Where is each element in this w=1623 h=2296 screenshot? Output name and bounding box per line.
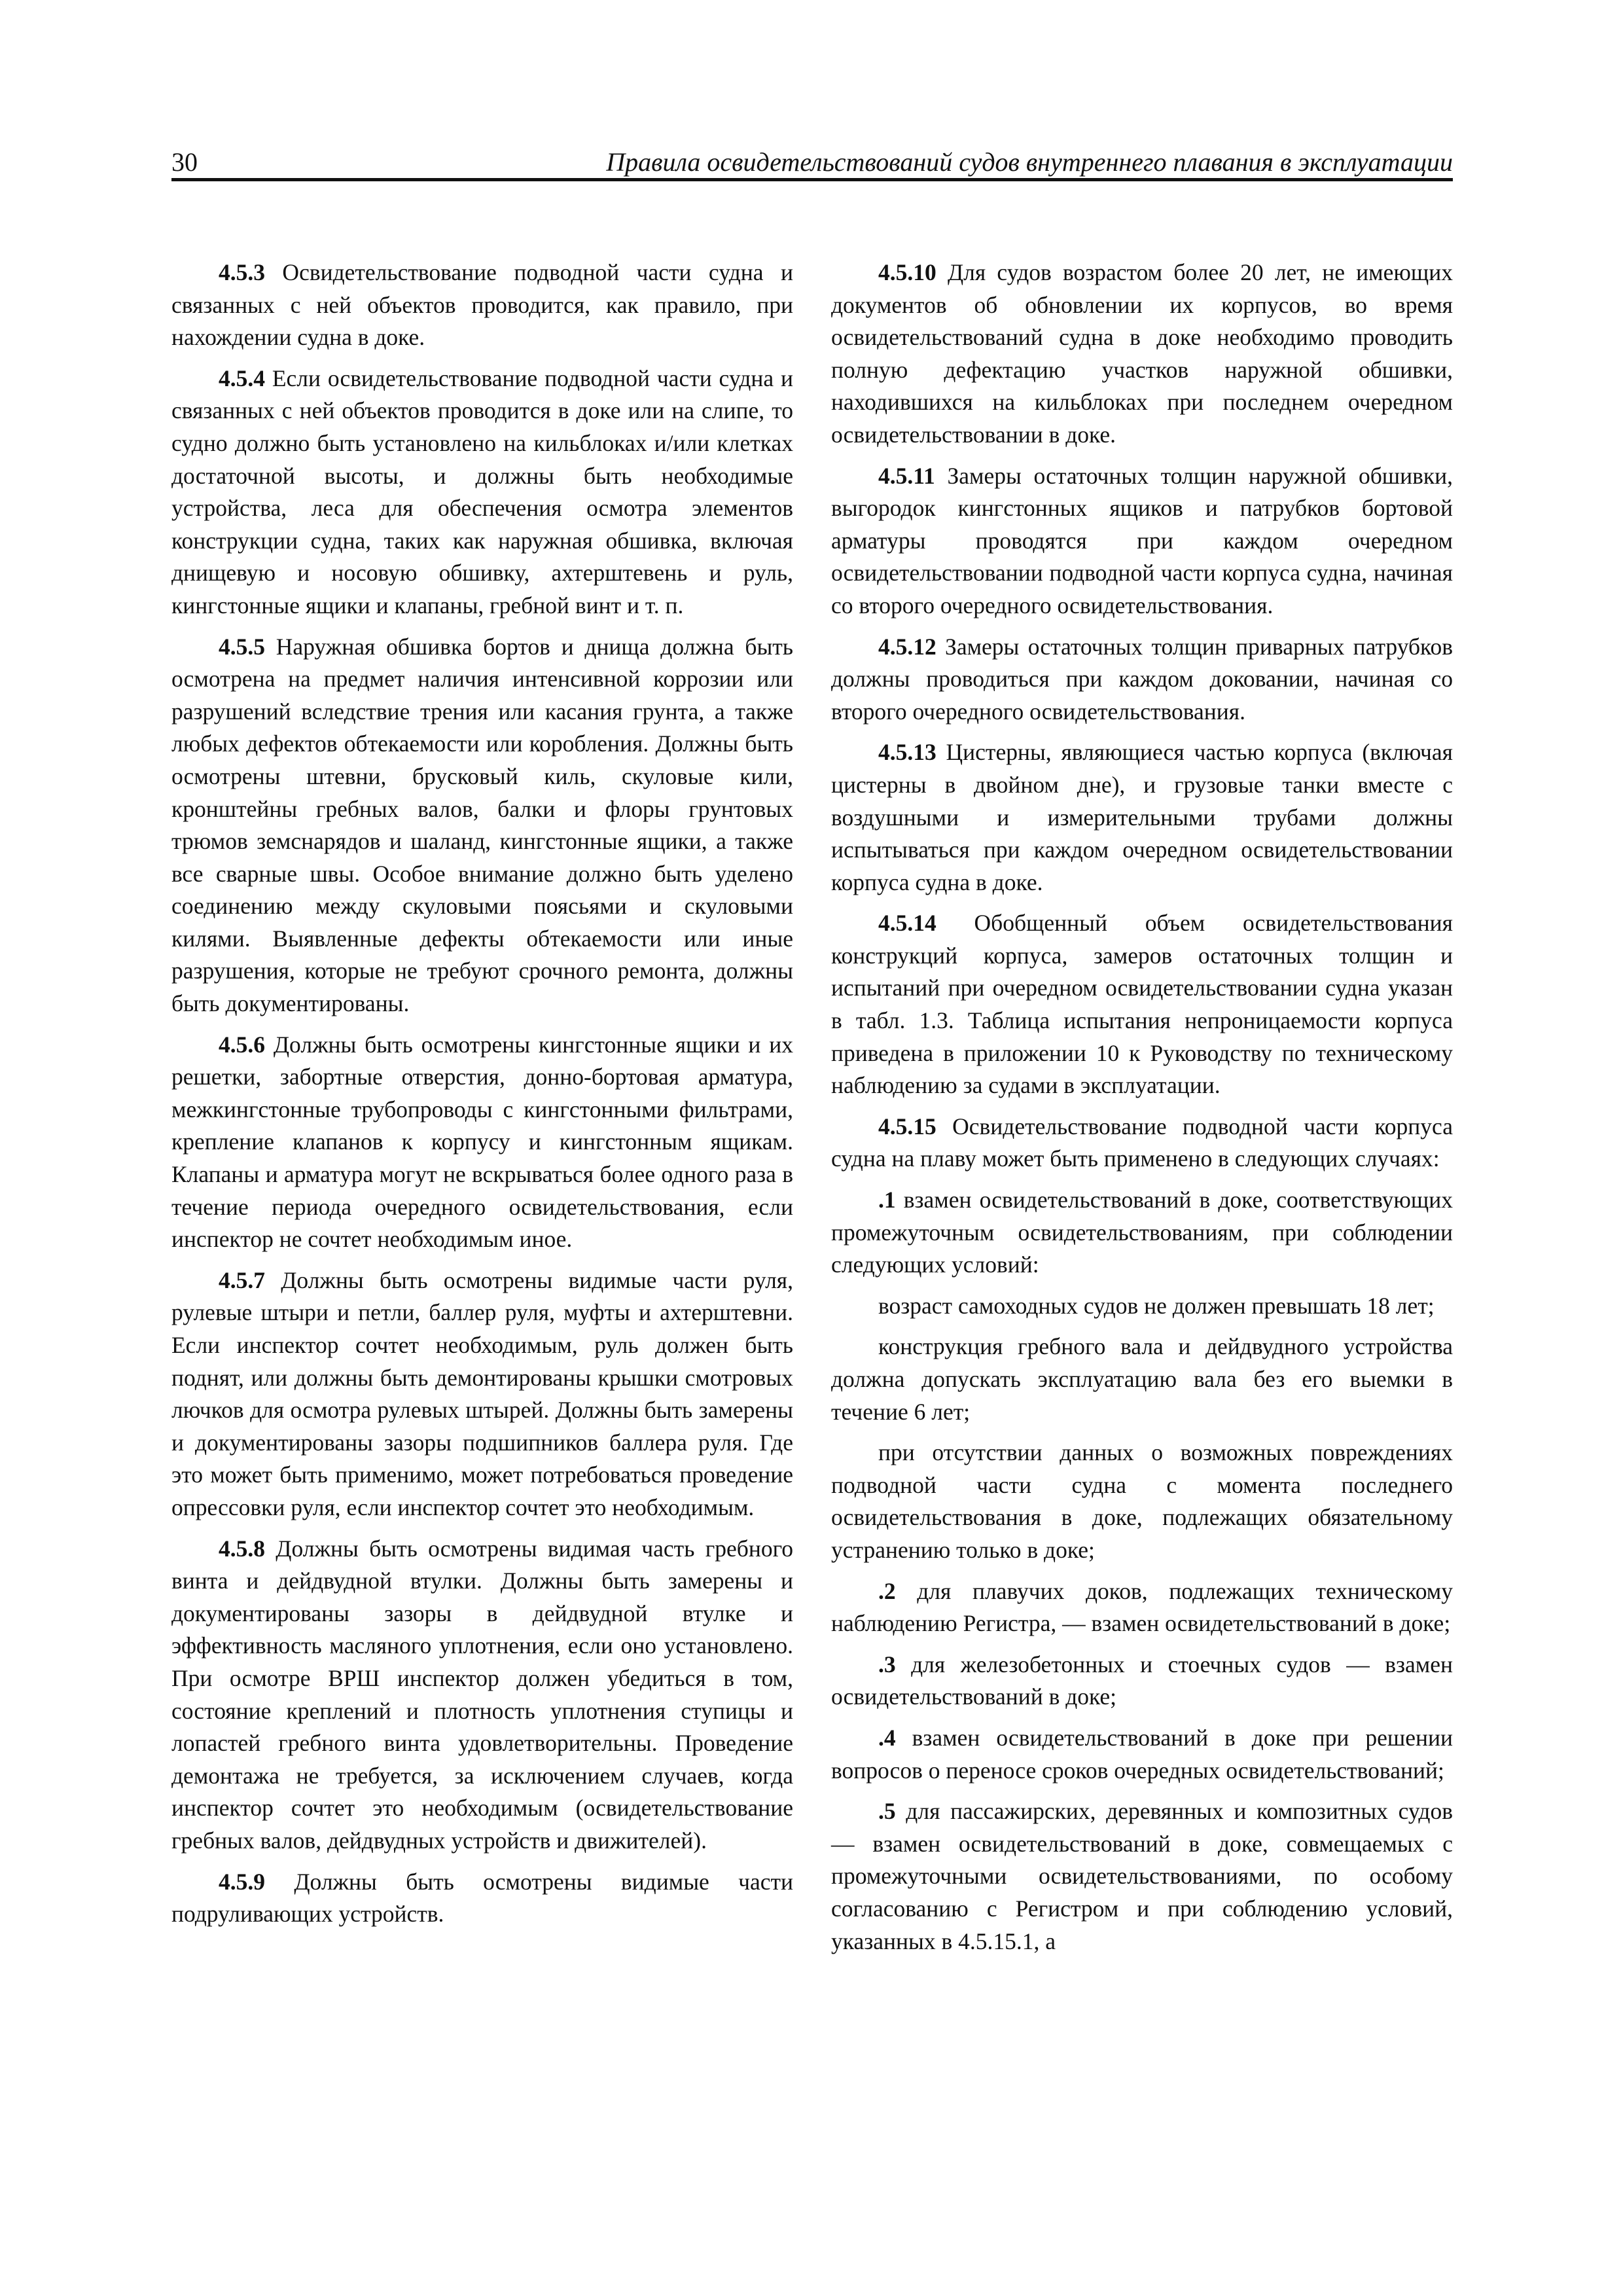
paragraph-4-5-11 <box>831 460 1453 622</box>
clause-number: 4.5.11 <box>878 462 935 489</box>
paragraph-text: возраст самоходных судов не должен превышать 18 лет; <box>878 1292 1435 1319</box>
paragraph-text: Должны быть осмотрены видимая часть гребного винта и дейдвудной втулки. Должны быть замерены и документированы зазоры в дейдвудной втулке и эффективность масляного уплотнения, если оно установлено. При осмотре ВРШ инспектор должен убедиться в том, состояние креплений и плотность уплотнения ступицы и лопастей гребного винта удовлетворительны. Проведение демонтажа не требуется, за исключением случаев, когда инспектор сочтет это необходимым (освидетельствование гребных валов, дейдвудных устройств и движителей). <box>171 1535 793 1854</box>
paragraph-4-5-10 <box>831 257 1453 452</box>
paragraph-4-5-12 <box>831 631 1453 728</box>
list-item-2 <box>831 1575 1453 1640</box>
clause-number: 4.5.14 <box>878 910 936 937</box>
paragraph-text: для пассажирских, деревянных и композитных судов — взамен освидетельствований в доке, совмещаемых с промежуточными освидетельствованиями, по особому согласованию с Регистром и при соблюдению условий, указанных в 4.5.15.1, а <box>831 1798 1453 1954</box>
paragraph-4-5-5 <box>171 631 793 1020</box>
paragraph-text: при отсутствии данных о возможных повреждениях подводной части судна с момента последнего освидетельствования в доке, подлежащих обязательному устранению только в доке; <box>831 1439 1453 1563</box>
paragraph-text: Обобщенный объем освидетельствования конструкций корпуса, замеров остаточных толщин и испытаний при очередном освидетельствовании судна указан в табл. 1.3. Таблица испытания непроницаемости корпуса приведена в приложении 10 к Руководству по техническому наблюдению за судами в эксплуатации. <box>831 910 1453 1099</box>
list-number: .4 <box>878 1724 896 1751</box>
paragraph-text: для плавучих доков, подлежащих техническому наблюдению Регистра, — взамен освидетельствований в доке; <box>831 1577 1453 1637</box>
clause-number: 4.5.4 <box>219 365 265 391</box>
clause-number: 4.5.9 <box>219 1868 265 1895</box>
paragraph-4-5-3 <box>171 257 793 354</box>
clause-number: 4.5.8 <box>219 1535 265 1562</box>
list-number: .3 <box>878 1651 896 1677</box>
clause-number: 4.5.12 <box>878 633 936 660</box>
paragraph-text: Должны быть осмотрены видимые части подруливающих устройств. <box>171 1868 793 1928</box>
paragraph-text: Должны быть осмотрены кингстонные ящики и их решетки, забортные отверстия, донно-бортовая арматура, межкингстонные трубопроводы с кингстонными фильтрами, крепление клапанов к корпусу и кингстонным ящикам. Клапаны и арматура могут не вскрываться более одного раза в течение периода очередного освидетельствования, если инспектор не сочтет необходимым иное. <box>171 1031 793 1253</box>
paragraph-4-5-15 <box>831 1111 1453 1175</box>
paragraph-text: Если освидетельствование подводной части судна и связанных с ней объектов проводится в доке или на слипе, то судно должно быть установлено на кильблоках и/или клетках достаточной высоты, и должны быть необходимые устройства, леса для обеспечения осмотра элементов конструкции судна, таких как наружная обшивка, включая днищевую и носовую обшивку, ахтерштевень и руль, кингстонные ящики и клапаны, гребной винт и т. п. <box>171 365 793 619</box>
paragraph-4-5-8 <box>171 1533 793 1857</box>
page-header <box>171 145 1453 179</box>
list-item-5 <box>831 1795 1453 1958</box>
list-number: .5 <box>878 1798 896 1825</box>
clause-number: 4.5.7 <box>219 1266 265 1293</box>
list-item-4 <box>831 1722 1453 1787</box>
paragraph-text: Наружная обшивка бортов и днища должна быть осмотрена на предмет наличия интенсивной коррозии или разрушений вследствие трения или касания грунта, а также любых дефектов обтекаемости или коробления. Должны быть осмотрены штевни, брусковый киль, скуловые кили, кронштейны гребных валов, балки и флоры грунтовых трюмов земснарядов и шаланд, кингстонные ящики, а также все сварные швы. Особое внимание должно быть уделено соединению между скуловыми поясьями и скуловыми килями. Выявленные дефекты обтекаемости или иные разрушения, которые не требуют срочного ремонта, должны быть документированы. <box>171 633 793 1017</box>
paragraph-text: для железобетонных и стоечных судов — взамен освидетельствований в доке; <box>831 1651 1453 1710</box>
condition-shaft <box>831 1331 1453 1428</box>
left-column <box>171 257 793 1939</box>
clause-number: 4.5.10 <box>878 259 936 285</box>
clause-number: 4.5.6 <box>219 1031 265 1058</box>
paragraph-4-5-9 <box>171 1866 793 1931</box>
paragraph-4-5-14 <box>831 907 1453 1102</box>
paragraph-text: Замеры остаточных толщин приварных патрубков должны проводиться при каждом доковании, начиная со второго очередного освидетельствования. <box>831 633 1453 725</box>
paragraph-text: Замеры остаточных толщин наружной обшивки, выгородок кингстонных ящиков и патрубков бортовой арматуры проводятся при каждом очередном освидетельствовании подводной части корпуса судна, начиная со второго очередного освидетельствования. <box>831 462 1453 619</box>
clause-number: 4.5.3 <box>219 259 265 285</box>
paragraph-4-5-13 <box>831 736 1453 899</box>
paragraph-4-5-7 <box>171 1265 793 1524</box>
paragraph-4-5-4 <box>171 363 793 622</box>
list-number: .1 <box>878 1187 896 1213</box>
paragraph-text: конструкция гребного вала и дейдвудного устройства должна допускать эксплуатацию вала без его выемки в течение 6 лет; <box>831 1333 1453 1425</box>
condition-damage <box>831 1437 1453 1566</box>
right-column <box>831 257 1453 1966</box>
running-title: Правила освидетельствований судов внутреннего плавания в эксплуатации <box>606 147 1453 177</box>
paragraph-text: Для судов возрастом более 20 лет, не имеющих документов об обновлении их корпусов, во время освидетельствований судна в доке необходимо проводить полную дефектацию участков наружной обшивки, находившихся на кильблоках при последнем очередном освидетельствовании в доке. <box>831 259 1453 448</box>
list-number: .2 <box>878 1577 896 1604</box>
paragraph-text: Освидетельствование подводной части корпуса судна на плаву может быть применено в следующих случаях: <box>831 1113 1453 1172</box>
paragraph-text: Цистерны, являющиеся частью корпуса (включая цистерны в двойном дне), и грузовые танки вместе с воздушными и измерительными трубами должны испытываться при каждом очередном освидетельствовании корпуса судна в доке. <box>831 739 1453 895</box>
paragraph-text: Должны быть осмотрены видимые части руля, рулевые штыри и петли, баллер руля, муфты и ахтерштевни. Если инспектор сочтет необходимым, руль должен быть поднят, или должны быть демонтированы крышки смотровых лючков для осмотра рулевых штырей. Должны быть замерены и документированы зазоры подшипников баллера руля. Где это может быть применимо, может потребоваться проведение опрессовки руля, если инспектор сочтет это необходимым. <box>171 1266 793 1520</box>
list-item-3 <box>831 1649 1453 1713</box>
list-item-1 <box>831 1184 1453 1282</box>
header-rule <box>171 178 1453 181</box>
paragraph-4-5-6 <box>171 1029 793 1256</box>
clause-number: 4.5.15 <box>878 1113 936 1139</box>
paragraph-text: Освидетельствование подводной части судна и связанных с ней объектов проводится, как правило, при нахождении судна в доке. <box>171 259 793 351</box>
condition-age <box>831 1290 1453 1323</box>
clause-number: 4.5.13 <box>878 739 936 766</box>
clause-number: 4.5.5 <box>219 633 265 660</box>
paragraph-text: взамен освидетельствований в доке, соответствующих промежуточным освидетельствованиям, при соблюдении следующих условий: <box>831 1187 1453 1278</box>
paragraph-text: взамен освидетельствований в доке при решении вопросов о переносе сроков очередных освидетельствований; <box>831 1724 1453 1784</box>
page-number: 30 <box>171 147 198 177</box>
